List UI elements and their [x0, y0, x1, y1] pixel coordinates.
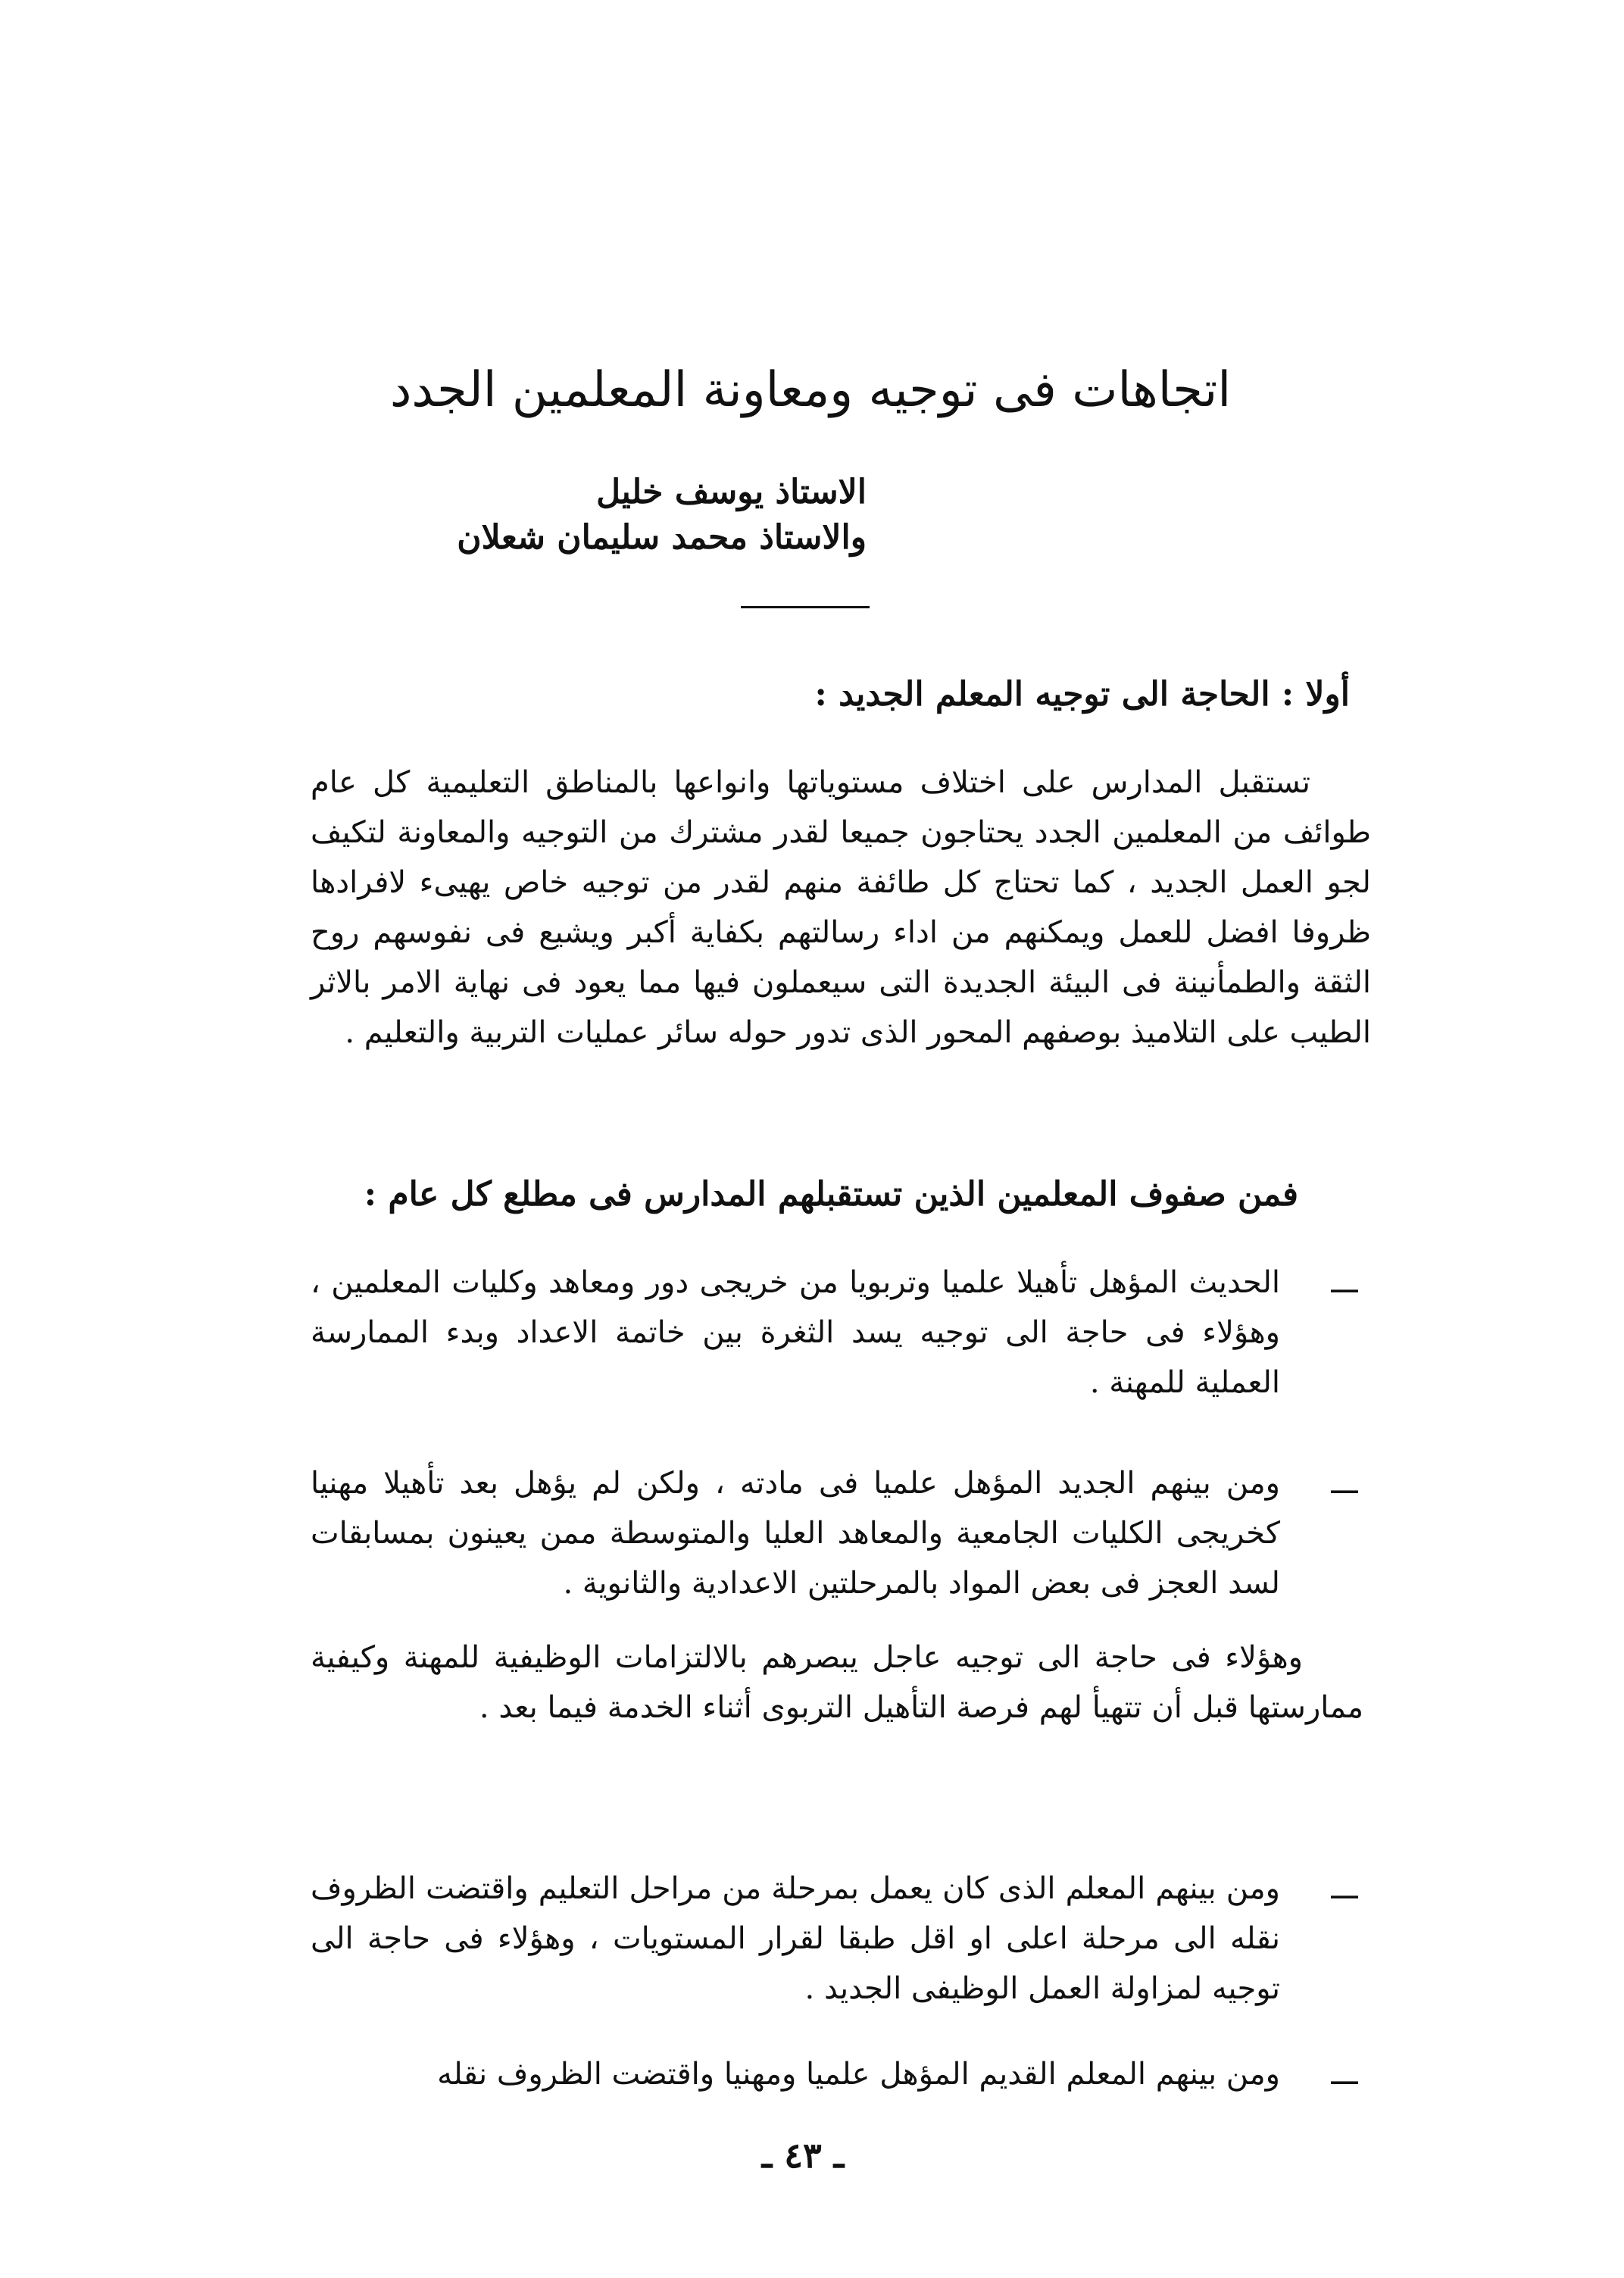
article-title: اتجاهات فى توجيه ومعاونة المعلمين الجدد: [389, 362, 1232, 418]
note-paragraph: وهؤلاء فى حاجة الى توجيه عاجل يبصرهم بالالتزامات الوظيفية للمهنة وكيفية ممارستها قبل أن تتهيأ لهم فرصة التأهيل التربوى أثناء الخدمة فيما بعد .: [311, 1640, 1363, 1725]
dash-bullet: ـــ: [1331, 1466, 1358, 1501]
section-heading-teacher-types: فمن صفوف المعلمين الذين تستقبلهم المدارس فى مطلع كل عام :: [364, 1175, 1298, 1214]
list-item-text: ومن بينهم المعلم الذى كان يعمل بمرحلة من مراحل التعليم واقتضت الظروف نقله الى مرحلة اعلى او اقل طبقا لقرار المستويات ، وهؤلاء فى حاجة الى توجيه لمزاولة العمل الوظيفى الجديد .: [311, 1871, 1281, 2006]
list-item-text: ومن بينهم الجديد المؤهل علميا فى مادته ، ولكن لم يؤهل بعد تأهيلا مهنيا كخريجى الكليات الجامعية والمعاهد العليا والمتوسطة ممن يعينون بمسابقات لسد العجز فى بعض المواد بالمرحلتين الاعدادية والثانوية .: [311, 1466, 1280, 1601]
dash-bullet: ـــ: [1331, 1871, 1358, 1906]
list-item: [311, 2049, 1363, 2099]
dash-bullet: ـــ: [1331, 1265, 1358, 1300]
list-item-text: ومن بينهم المعلم القديم المؤهل علميا ومهنيا واقتضت الظروف نقله: [437, 2057, 1280, 2092]
intro-paragraph: تستقبل المدارس على اختلاف مستوياتها وانواعها بالمناطق التعليمية كل عام طوائف من المعلمين الجدد يحتاجون جميعا لقدر مشترك من التوجيه والمعاونة لتكيف لجو العمل الجديد ، كما تحتاج كل طائفة منهم لقدر من توجيه خاص يهيىء لافرادها ظروفا افضل للعمل ويمكنهم من اداء رسالتهم بكفاية أكبر ويشيع فى نفوسهم روح الثقة والطمأنينة فى البيئة الجديدة التى سيعملون فيها مما يعود فى نهاية الامر بالاثر الطيب على التلاميذ بوصفهم المحور الذى تدور حوله سائر عمليات التربية والتعليم .: [311, 765, 1371, 1050]
title-divider: [741, 606, 870, 608]
list-item-text: الحديث المؤهل تأهيلا علميا وتربويا من خريجى دور ومعاهد وكليات المعلمين ، وهؤلاء فى حاجة الى توجيه يسد الثغرة بين خاتمة الاعداد وبدء الممارسة العملية للمهنة .: [311, 1265, 1280, 1400]
list-item: [311, 1458, 1363, 1608]
author-1: الاستاذ يوسف خليل: [596, 473, 867, 511]
list-item: [311, 1864, 1363, 2014]
dash-bullet: ـــ: [1331, 2057, 1358, 2092]
page-number: ـ ٤٣ ـ: [761, 2135, 845, 2176]
author-2: والاستاذ محمد سليمان شعلان: [457, 518, 867, 557]
list-item: [311, 1258, 1363, 1408]
section-heading-need-for-guidance: أولا : الحاجة الى توجيه المعلم الجديد :: [814, 675, 1350, 714]
